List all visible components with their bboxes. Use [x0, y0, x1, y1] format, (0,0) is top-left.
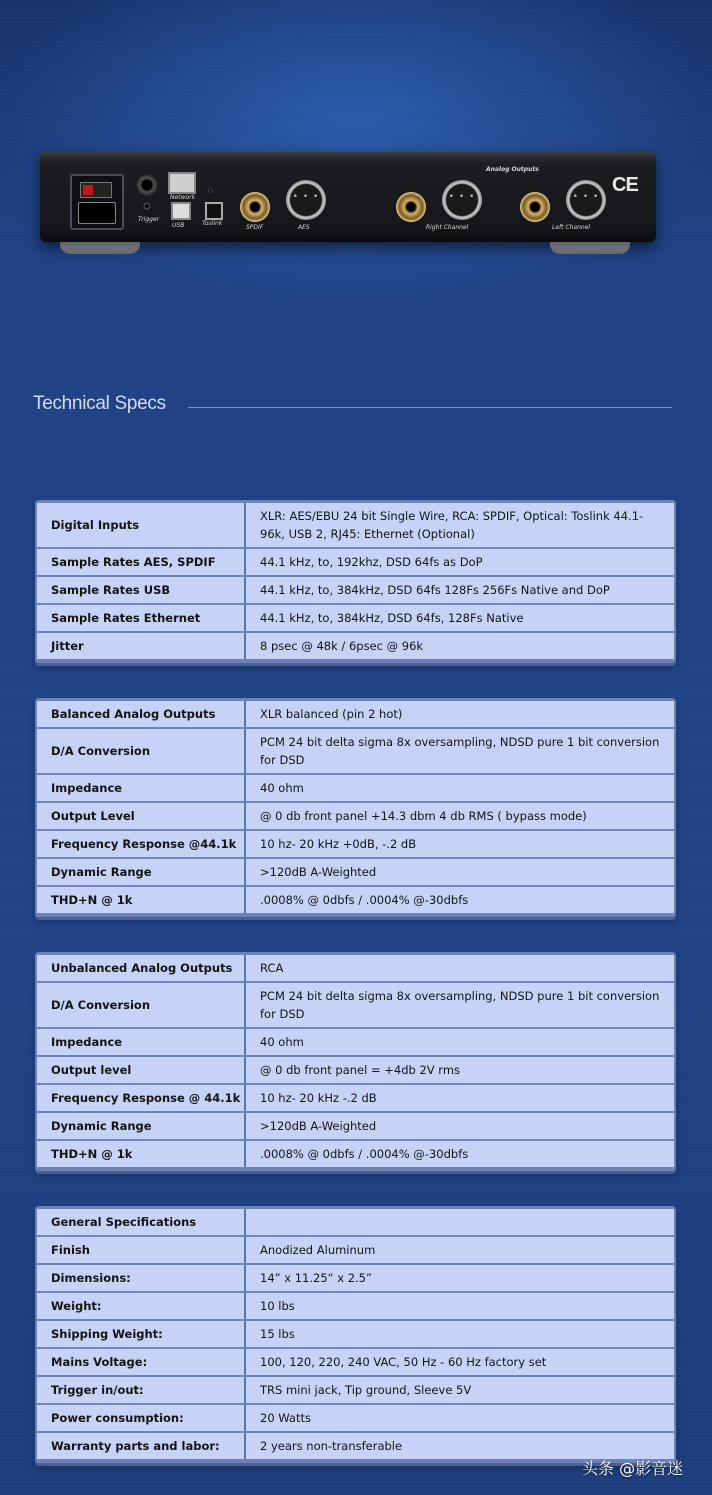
- left-channel-label: Left Channel: [552, 224, 591, 231]
- spec-value: 20 Watts: [246, 1405, 674, 1431]
- usb-port-icon: [171, 202, 191, 220]
- spec-value: 8 psec @ 48k / 6psec @ 96k: [246, 633, 674, 659]
- table-row: [37, 1293, 674, 1319]
- spec-label: D/A Conversion: [37, 729, 246, 773]
- spec-value: XLR balanced (pin 2 hot): [246, 701, 674, 727]
- aes-port-label: AES: [298, 224, 310, 231]
- spec-table-digital-inputs: [35, 500, 676, 663]
- spec-value: 100, 120, 220, 240 VAC, 50 Hz - 60 Hz factory set: [246, 1349, 674, 1375]
- table-row: [37, 859, 674, 885]
- spec-label: Power consumption:: [37, 1405, 246, 1431]
- device-chassis: [40, 152, 656, 242]
- product-rear-panel-image: [38, 148, 660, 258]
- spec-label: Warranty parts and labor:: [37, 1433, 246, 1459]
- spec-label: D/A Conversion: [37, 983, 246, 1027]
- spec-value: RCA: [246, 955, 674, 981]
- table-row: [37, 503, 674, 547]
- ce-mark-icon: CE: [612, 174, 638, 196]
- left-rca-jack-icon: [520, 192, 550, 222]
- toslink-port-icon: [205, 202, 223, 220]
- spec-label: Digital Inputs: [37, 503, 246, 547]
- table-row: [37, 1321, 674, 1347]
- spec-value: @ 0 db front panel = +4db 2V rms: [246, 1057, 674, 1083]
- table-row: [37, 1377, 674, 1403]
- spec-value: PCM 24 bit delta sigma 8x oversampling, NDSD pure 1 bit conversion for DSD: [246, 983, 674, 1027]
- spec-label: Output level: [37, 1057, 246, 1083]
- spec-value: 40 ohm: [246, 775, 674, 801]
- table-row: [37, 701, 674, 727]
- iec-socket-icon: [78, 202, 116, 224]
- spec-label: Trigger in/out:: [37, 1377, 246, 1403]
- network-port-label: Network: [170, 194, 196, 201]
- table-row: [37, 605, 674, 631]
- spec-label: Frequency Response @ 44.1k: [37, 1085, 246, 1111]
- spec-value: >120dB A-Weighted: [246, 1113, 674, 1139]
- table-row: [37, 1349, 674, 1375]
- spec-label: Sample Rates Ethernet: [37, 605, 246, 631]
- spec-value: Anodized Aluminum: [246, 1237, 674, 1263]
- table-row: [37, 775, 674, 801]
- right-xlr-jack-icon: [442, 180, 482, 220]
- spec-table-general: [35, 1206, 676, 1463]
- right-channel-label: Right Channel: [426, 224, 469, 231]
- table-row: [37, 1405, 674, 1431]
- spec-label: Balanced Analog Outputs: [37, 701, 246, 727]
- table-row: [37, 803, 674, 829]
- power-switch-icon: [80, 182, 112, 198]
- table-row: [37, 887, 674, 913]
- spec-label: THD+N @ 1k: [37, 1141, 246, 1167]
- table-row: [37, 1237, 674, 1263]
- trigger-jack-small-icon: [143, 202, 151, 210]
- spec-label: Dimensions:: [37, 1265, 246, 1291]
- spec-value: 10 hz- 20 kHz +0dB, -.2 dB: [246, 831, 674, 857]
- analog-outputs-label: Analog Outputs: [486, 166, 539, 173]
- usb-port-label: USB: [172, 222, 185, 229]
- table-row: [37, 955, 674, 981]
- spec-label: Output Level: [37, 803, 246, 829]
- table-row: [37, 577, 674, 603]
- spec-value: 10 lbs: [246, 1293, 674, 1319]
- table-row: [37, 729, 674, 773]
- table-row: [37, 549, 674, 575]
- spec-label: Dynamic Range: [37, 859, 246, 885]
- heading-divider: [188, 407, 672, 408]
- table-row: [37, 983, 674, 1027]
- spec-value: 44.1 kHz, to, 384kHz, DSD 64fs 128Fs 256Fs Native and DoP: [246, 577, 674, 603]
- spec-label: Shipping Weight:: [37, 1321, 246, 1347]
- spec-value: 44.1 kHz, to, 192khz, DSD 64fs as DoP: [246, 549, 674, 575]
- table-row: [37, 1113, 674, 1139]
- spdif-port-label: SPDIF: [246, 224, 264, 231]
- table-row: [37, 1057, 674, 1083]
- spec-value: XLR: AES/EBU 24 bit Single Wire, RCA: SPDIF, Optical: Toslink 44.1-96k, USB 2, RJ45: Ethernet (Optional): [246, 503, 674, 547]
- spec-value: 10 hz- 20 kHz -.2 dB: [246, 1085, 674, 1111]
- spec-value: .0008% @ 0dbfs / .0004% @-30dbfs: [246, 887, 674, 913]
- spec-label: Mains Voltage:: [37, 1349, 246, 1375]
- power-inlet-icon: [70, 174, 124, 230]
- spec-label: Weight:: [37, 1293, 246, 1319]
- spec-value: PCM 24 bit delta sigma 8x oversampling, NDSD pure 1 bit conversion for DSD: [246, 729, 674, 773]
- toslink-port-label: Toslink: [202, 220, 223, 227]
- table-row: [37, 1141, 674, 1167]
- toslink-led-icon: [208, 188, 213, 193]
- spec-label: Impedance: [37, 775, 246, 801]
- spec-value: 15 lbs: [246, 1321, 674, 1347]
- table-row: [37, 1209, 674, 1235]
- right-rca-jack-icon: [396, 192, 426, 222]
- spec-value: 2 years non-transferable: [246, 1433, 674, 1459]
- table-row: [37, 1265, 674, 1291]
- spec-label: Frequency Response @44.1k: [37, 831, 246, 857]
- network-port-icon: [168, 172, 196, 194]
- spec-label: General Specifications: [37, 1209, 246, 1235]
- spec-label: Sample Rates AES, SPDIF: [37, 549, 246, 575]
- aes-xlr-jack-icon: [286, 180, 326, 220]
- spec-label: Jitter: [37, 633, 246, 659]
- table-row: [37, 1433, 674, 1459]
- spec-value: 40 ohm: [246, 1029, 674, 1055]
- spec-table-balanced-outputs: [35, 698, 676, 917]
- trigger-port-label: Trigger: [138, 216, 160, 223]
- table-row: [37, 831, 674, 857]
- spec-label: Impedance: [37, 1029, 246, 1055]
- page-title: Technical Specs: [33, 393, 166, 414]
- spec-label: Unbalanced Analog Outputs: [37, 955, 246, 981]
- watermark: 头条 @影音迷: [582, 1459, 684, 1478]
- table-row: [37, 633, 674, 659]
- table-row: [37, 1029, 674, 1055]
- spec-label: Sample Rates USB: [37, 577, 246, 603]
- spec-table-unbalanced-outputs: [35, 952, 676, 1171]
- spec-label: Dynamic Range: [37, 1113, 246, 1139]
- spec-value: >120dB A-Weighted: [246, 859, 674, 885]
- left-xlr-jack-icon: [566, 180, 606, 220]
- spec-value: @ 0 db front panel +14.3 dbm 4 db RMS ( bypass mode): [246, 803, 674, 829]
- spec-label: Finish: [37, 1237, 246, 1263]
- spec-value: 14” x 11.25“ x 2.5”: [246, 1265, 674, 1291]
- spec-label: THD+N @ 1k: [37, 887, 246, 913]
- trigger-jack-icon: [136, 174, 158, 196]
- spec-value: [246, 1209, 674, 1235]
- spec-value: .0008% @ 0dbfs / .0004% @-30dbfs: [246, 1141, 674, 1167]
- spec-value: 44.1 kHz, to, 384kHz, DSD 64fs, 128Fs Native: [246, 605, 674, 631]
- spdif-rca-jack-icon: [240, 192, 270, 222]
- table-row: [37, 1085, 674, 1111]
- spec-value: TRS mini jack, Tip ground, Sleeve 5V: [246, 1377, 674, 1403]
